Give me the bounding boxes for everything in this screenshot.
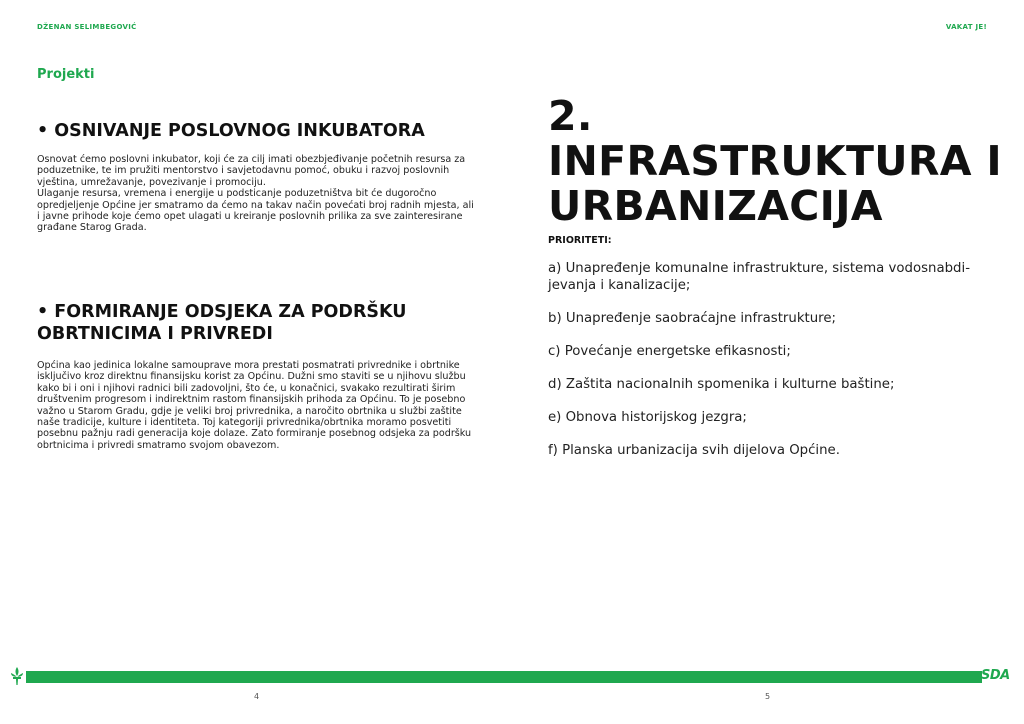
header-slogan: VAKAT JE! [945, 23, 987, 31]
body-odsjek: Općina kao jedinica lokalne samouprave mora prestati posmatrati privrednike i obrtnike isključivo kroz direktnu finansijsku korist za Općinu. Dužni smo staviti se u njihovu službu kako bi i oni i njihovi radnici bili zadovoljni, što će, u konačnici, svakako rezultirati širim društvenim progresom i indirektnim rastom finansijskih prihoda za Općinu. To je posebno važno u Starom Gradu, gdje je veliki broj privrednika, a naročito obrtnika u službi zaštite naše tradicije, kulture i identiteta. Toj kategoriji privrednika/obrtnika moramo posvetiti posebnu pažnju radi generacija koje dolaze. Zato formiranje posebnog odsjeka za podršku obrtnicima i privredi smatramo svojom obavezom. [37, 360, 472, 451]
priorities-label: PRIORITETI: [548, 235, 612, 246]
header-author: DŽENAN SELIMBEGOVIĆ [37, 23, 137, 31]
priority-item: e) Obnova historijskog jezgra; [548, 410, 747, 425]
priority-item: c) Povećanje energetske efikasnosti; [548, 344, 791, 359]
heading-inkubator: • OSNIVANJE POSLOVNOG INKUBATORA [37, 121, 425, 141]
page-number-left: 4 [254, 692, 260, 701]
priorities-list [548, 260, 994, 459]
footer-bar [26, 671, 982, 683]
section-label: Projekti [37, 67, 95, 82]
page-number-right: 5 [765, 692, 771, 701]
heading-odsjek: • FORMIRANJE ODSJEKA ZA PODRŠKU OBRTNICIMA I PRIVREDI [37, 302, 407, 344]
priority-item: d) Zaštita nacionalnih spomenika i kulturne baštine; [548, 377, 895, 392]
sda-logo: SDA [981, 668, 1010, 683]
page-title: 2. INFRASTRUKTURA I URBANIZACIJA [548, 92, 1002, 230]
priority-item: b) Unapređenje saobraćajne infrastrukture; [548, 311, 836, 326]
priority-item: a) Unapređenje komunalne infrastrukture, sistema vodosnabdi-jevanja i kanalizacije; [548, 261, 970, 293]
body-inkubator: Osnovat ćemo poslovni inkubator, koji će za cilj imati obezbjeđivanje početnih resursa za poduzetnike, te im pružiti mentorstvo i savjetodavnu pomoć, obuku i razvoj poslovnih vještina, umrežavanje, povezivanje i promociju. Ulaganje resursa, vremena i energije u podsticanje poduzetništva bit će dugoročno opredjeljenje Općine jer smatramo da ćemo na takav način povećati broj radnih mjesta, ali i javne prihode koje ćemo opet ulagati u kreiranje poslovnih prilika za sve zainteresirane građane Starog Grada. [37, 154, 474, 234]
priority-item: f) Planska urbanizacija svih dijelova Općine. [548, 443, 840, 458]
fleur-de-lis-icon [10, 666, 24, 686]
